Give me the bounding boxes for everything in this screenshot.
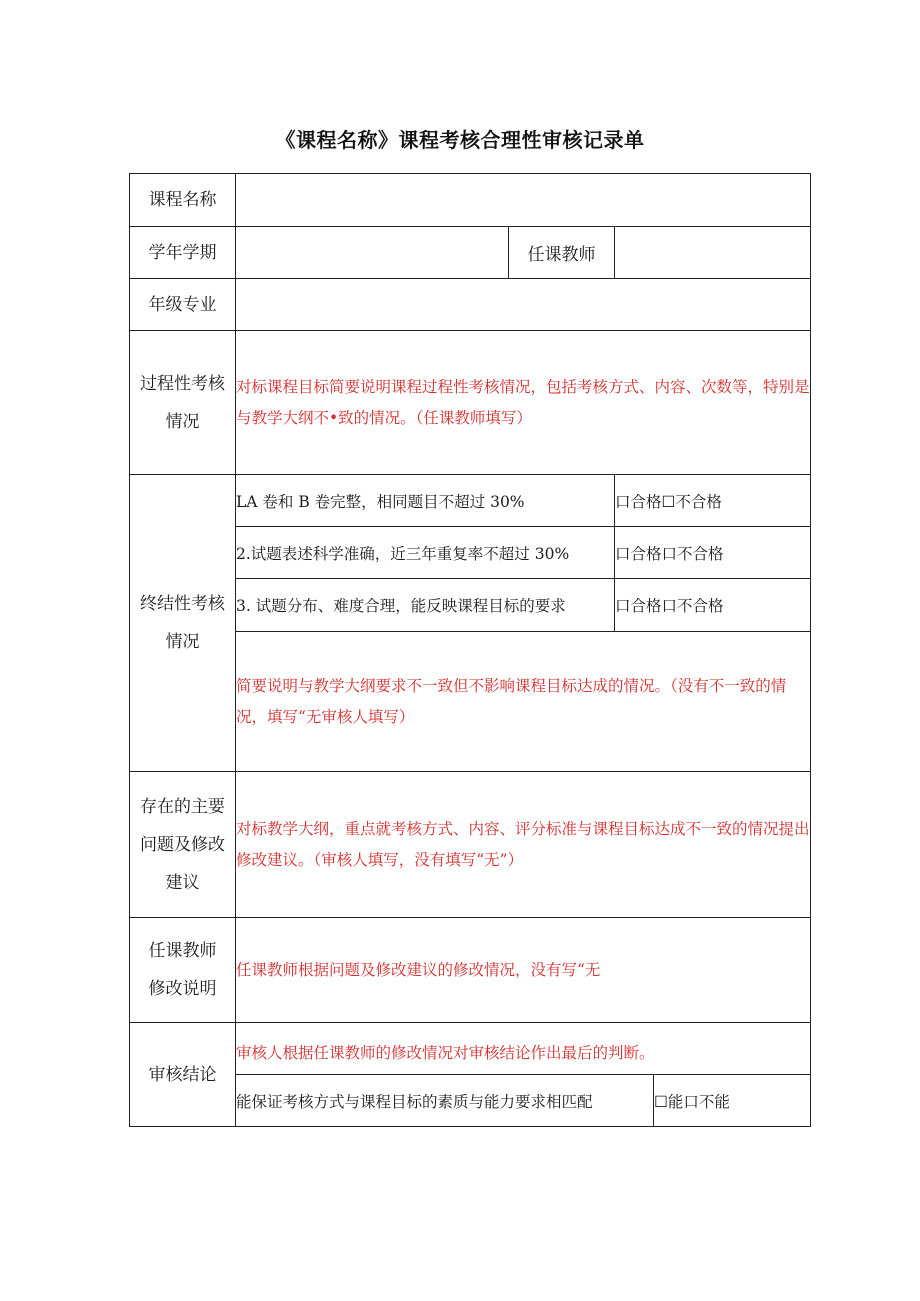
row-final-item-1 (130, 475, 811, 527)
teacher-label: 任课教师 (509, 227, 615, 279)
final-item-3-check[interactable]: 口合格口不合格 (615, 579, 811, 632)
term-field[interactable] (236, 227, 509, 279)
conclusion-item-text: 能保证考核方式与课程目标的素质与能力要求相匹配 (236, 1075, 654, 1127)
process-assessment-hint[interactable]: 对标课程目标简要说明课程过程性考核情况，包括考核方式、内容、次数等，特别是与教学大纲不•致的情况。（任课教师填写） (236, 331, 811, 475)
row-revision (130, 918, 811, 1023)
issues-label-line3: 建议 (165, 872, 200, 893)
final-item-2-check[interactable]: 口合格口不合格 (615, 527, 811, 579)
issues-label-line2: 问题及修改 (140, 834, 225, 855)
revision-label (130, 918, 236, 1023)
conclusion-check[interactable]: ☐能口不能 (654, 1075, 811, 1127)
final-label-line1: 终结性考核 (140, 594, 225, 614)
row-issues (130, 772, 811, 918)
issues-label-line1: 存在的主要 (140, 796, 225, 817)
review-form-table (129, 173, 811, 1127)
row-term-teacher (130, 227, 811, 279)
final-item-1-check[interactable]: 口合格☐不合格 (615, 475, 811, 527)
teacher-field[interactable] (615, 227, 811, 279)
grade-major-field[interactable] (236, 279, 811, 331)
final-assessment-label (130, 475, 236, 772)
final-item-3-text: 3. 试题分布、难度合理，能反映课程目标的要求 (236, 579, 615, 632)
final-assessment-hint[interactable]: 简要说明与教学大纲要求不一致但不影响课程目标达成的情况。（没有不一致的情况，填写“无审核人填写） (236, 632, 811, 772)
row-grade-major (130, 279, 811, 331)
conclusion-hint[interactable]: 审核人根据任课教师的修改情况对审核结论作出最后的判断。 (236, 1023, 811, 1075)
course-name-field[interactable] (236, 174, 811, 227)
row-conclusion-hint (130, 1023, 811, 1075)
course-name-label: 课程名称 (130, 174, 236, 227)
term-label: 学年学期 (130, 227, 236, 279)
conclusion-label: 审核结论 (130, 1023, 236, 1127)
page-title: 《课程名称》课程考核合理性审核记录单 (275, 128, 645, 152)
process-assessment-label (130, 331, 236, 475)
revision-hint[interactable]: 任课教师根据问题及修改建议的修改情况，没有写“无 (236, 918, 811, 1023)
revision-label-line2: 修改说明 (148, 979, 217, 999)
final-item-2-text: 2.试题表述科学准确，近三年重复率不超过 30% (236, 527, 615, 579)
row-course-name (130, 174, 811, 227)
issues-label (130, 772, 236, 918)
issues-hint[interactable]: 对标教学大纲，重点就考核方式、内容、评分标准与课程目标达成不一致的情况提出修改建议。（审核人填写，没有填写“无”） (236, 772, 811, 918)
revision-label-line1: 任课教师 (148, 941, 217, 961)
row-process-assessment (130, 331, 811, 475)
process-label-line2: 情况 (165, 411, 200, 432)
final-item-1-text: LA 卷和 B 卷完整，相同题目不超过 30% (236, 475, 615, 527)
grade-major-label: 年级专业 (130, 279, 236, 331)
process-label-line1: 过程性考核 (140, 373, 225, 394)
final-label-line2: 情况 (165, 632, 200, 652)
